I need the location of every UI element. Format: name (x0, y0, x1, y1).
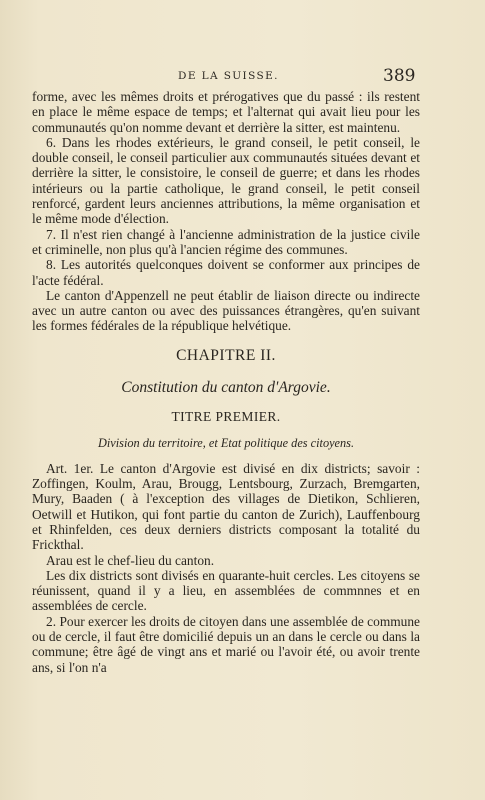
paragraph-chef-lieu: Arau est le chef-lieu du canton. (46, 552, 215, 568)
chapter-heading: CHAPITRE II. (176, 346, 276, 364)
paragraph-article-1: Art. 1er. Le canton d'Argovie est divisé en dix districts; savoir : Zoffingen, Koulm, Arau, Brougg, Lentsbourg, Zurzach, Bremgarten, Mury, Baaden ( à l'exception des villages de Dietikon, Schlieren, Oetwill et Hutikon, qui font partie du canton de Zurich), Lauffenbourg et Rhinfelden, ces deux derniers districts composant la totalité du Frickthal. (32, 460, 420, 553)
running-head-title: DE LA SUISSE. (178, 70, 279, 82)
paragraph-article-8: 8. Les autorités quelconques doivent se conformer aux principes de l'acte fédéral. (32, 257, 420, 288)
paragraph-article-6: 6. Dans les rhodes extérieurs, le grand conseil, le petit conseil, le double conseil, le conseil particulier aux communautés situées devant et derrière la sitter, le consistoire, le conseil de guerre; et dans les rhodes intérieurs ou la partie catholique, le grand conseil, le petit conseil renforcé, gardent leurs anciennes attributions, la même organisation et le même mode d'élection. (32, 134, 420, 227)
paragraph-article-7: 7. Il n'est rien changé à l'ancienne administration de la justice civile et criminelle, non plus qu'à l'ancien régime des communes. (32, 226, 420, 257)
titre-heading: TITRE PREMIER. (171, 408, 281, 424)
paragraph-article-2: 2. Pour exercer les droits de citoyen dans une assemblée de commune ou de cercle, il faut être domicilié depuis un an dans le cercle ou dans la commune; être âgé de vingt ans et marié ou l'avoir été, ou avoir trente ans, si l'on n'a (32, 613, 420, 675)
paragraph-cercles: Les dix districts sont divisés en quarante-huit cercles. Les citoyens se réunissent, quand il y a lieu, en assemblées de commnnes et en assemblées de cercle. (32, 567, 420, 614)
division-heading: Division du territoire, et Etat politique des citoyens. (97, 435, 355, 450)
page-number: 389 (383, 66, 416, 86)
constitution-heading: Constitution du canton d'Argovie. (121, 378, 331, 396)
paragraph-appenzell: Le canton d'Appenzell ne peut établir de liaison directe ou indirecte avec un autre canton ou avec des puissances étrangères, qu'en suivant les formes fédérales de la république helvétique. (32, 287, 420, 334)
paragraph-continuation: forme, avec les mêmes droits et prérogatives que du passé : ils restent en place le même espace de temps; et l'alternat qui avait lieu pour les communautés qu'on nomme devant et derrière la sitter, est maintenu. (32, 89, 420, 135)
running-head (0, 66, 485, 86)
page-body (32, 89, 420, 675)
